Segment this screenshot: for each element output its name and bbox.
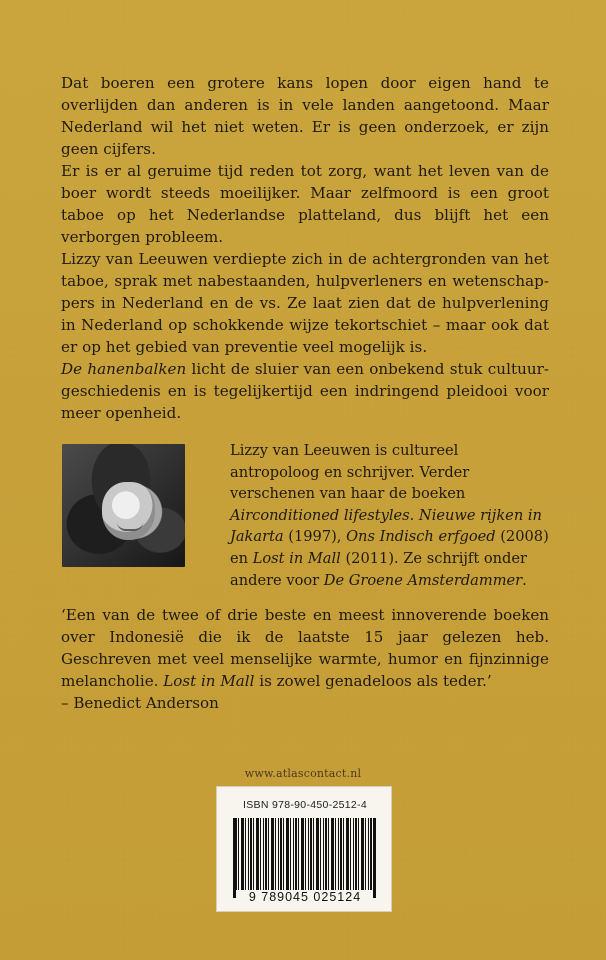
paragraph-1: Dat boeren een grotere kans lopen door eigen hand te overlijden dan anderen is in vele landen aangetoond. Maar Nederland wil het niet weten. Er is geen onderzoek, er zijn geen cijfers. [61,74,549,158]
isbn-barcode-box [216,786,392,912]
publisher-website: www.atlascontact.nl [244,767,362,780]
bio-lead: Lizzy van Leeuwen is cultureel antropoloog en schrijver. Verder verschenen van haar de boeken [230,442,470,503]
quote-end: is zowel genadeloos als teder.’ [254,672,492,690]
isbn-label: ISBN 978-90-450-2512-4 [243,799,367,811]
author-bio-section [61,440,549,589]
barcode-digits: 9 789045 025124 [248,890,362,904]
review-quote [61,604,549,714]
bio-book-2: Ons Indisch erfgoed [346,528,496,546]
quote-text [61,604,549,692]
bio-year-1: (1997), [283,528,347,546]
paragraph-2: Er is er al geruime tijd reden tot zorg, want het leven van de boer wordt steeds moeilijker. Maar zelfmoord is een groot taboe op het Nederlandse platteland, dus blijft het een verborgen probleem. [61,162,549,246]
bio-year-2: (2008) en [230,528,549,567]
bio-magazine: De Groene Amsterdammer [323,571,523,589]
barcode-icon [233,818,376,890]
paragraph-3: Lizzy van Leeuwen verdiepte zich in de achtergronden van het taboe, sprak met nabestaanden, hulpverleners en wetenschappers in Nederland en de vs. Ze laat zien dat de hulpverlening in Nederland op schokkende wijze tekortschiet – maar ook dat er op het gebied van preventie veel mogelijk is. [61,250,549,356]
bio-end: . [522,571,527,589]
book-title-emphasis: De hanenbalken [61,360,187,378]
author-bio-text [230,440,549,591]
bio-book-3: Lost in Mall [252,549,341,567]
author-photo [62,444,185,567]
bio-book-1: Airconditioned lifestyles. Nieuwe rijken in Jakarta [230,506,542,546]
quote-author: – Benedict Anderson [61,694,219,712]
bio-year-3: (2011). Ze schrijft onder andere voor [230,549,527,589]
quote-start: ‘Een van de twee of drie beste en meest innoverende boeken over Indonesië die ik de laatste 15 jaar gelezen heb. Geschreven met veel menselijke warmte, humor en fijnzinnige melancholie. [61,606,549,690]
description-text [61,72,549,424]
paragraph-4 [61,358,549,424]
quote-book-title: Lost in Mall [163,672,255,690]
paragraph-4-text: licht de sluier van een onbekend stuk cultuurgeschiedenis en is tegelijkertijd een indringend pleidooi voor meer openheid. [61,360,549,422]
